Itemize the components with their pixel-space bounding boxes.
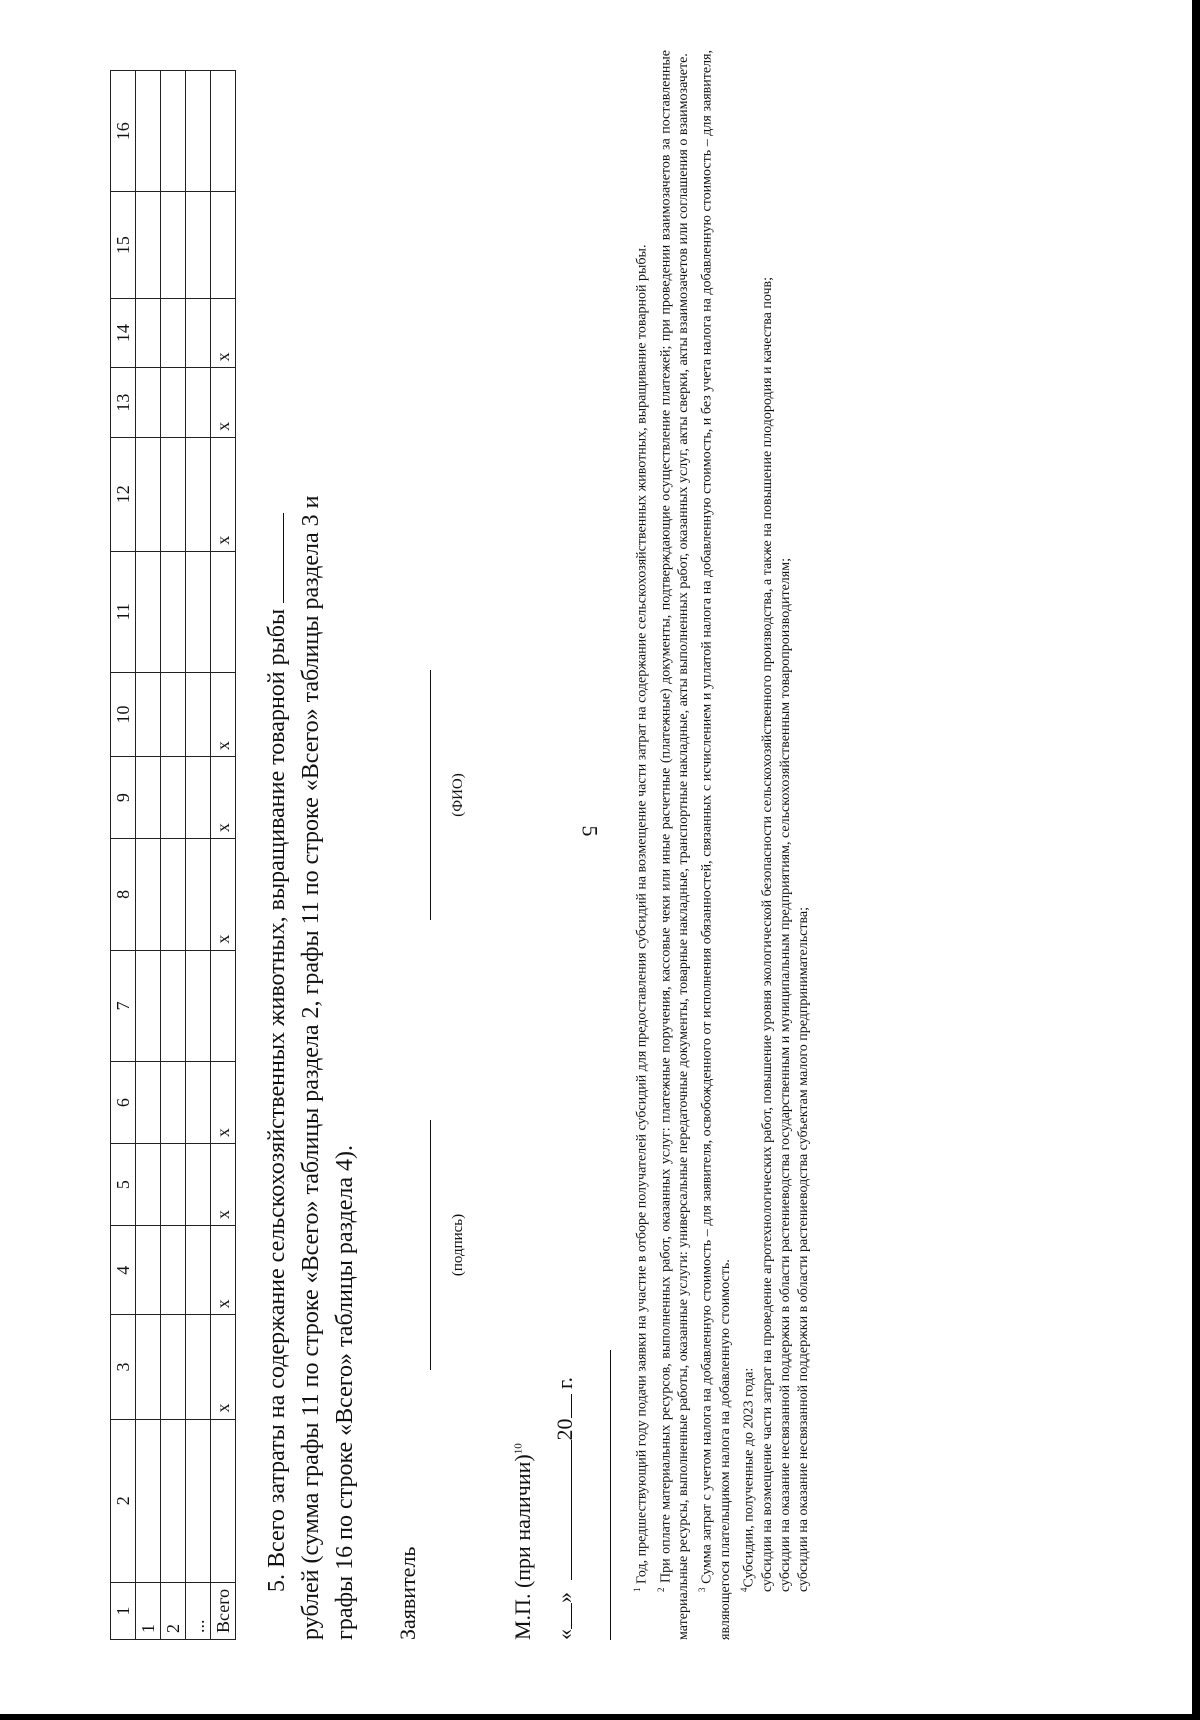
table-cell: 1 — [136, 1582, 161, 1639]
table-cell — [161, 551, 186, 672]
applicant-label: Заявитель — [395, 1546, 420, 1640]
name-line — [430, 670, 431, 920]
table-cell — [161, 1144, 186, 1226]
table-cell — [161, 672, 186, 756]
table-cell — [136, 950, 161, 1062]
table-cell — [161, 71, 186, 192]
table-cell: Всего — [211, 1582, 236, 1639]
table-row — [136, 71, 161, 1640]
table-cell — [211, 1419, 236, 1582]
table-cell — [136, 757, 161, 839]
section-5-line-1: 5. Всего затраты на содержание сельскохозяйственных животных, выращивание товарной рыбы — [264, 608, 290, 1592]
stamp-label: М.П. (при наличии)$^{10}$ — [510, 1443, 535, 1640]
table-cell — [211, 71, 236, 192]
table-cell — [186, 757, 211, 839]
column-number: 9 — [111, 757, 136, 839]
table-cell — [136, 192, 161, 298]
signature-line — [430, 1120, 431, 1370]
column-number: 3 — [111, 1315, 136, 1419]
footnote-4: $^4$Субсидии, полученные до 2023 года: — [738, 1367, 757, 1592]
table-cell — [186, 551, 211, 672]
name-caption: (ФИО) — [450, 773, 466, 817]
footnote-4-item-b: субсидии на оказание несвязанной поддержки в области растениеводства государственным и муниципальным предприятиям, сельскохозяйственным товаропроизводителям; — [777, 558, 793, 1592]
column-number: 16 — [111, 71, 136, 192]
table-cell — [186, 672, 211, 756]
table-cell — [186, 298, 211, 367]
table-cell — [211, 192, 236, 298]
table-cell: х — [211, 437, 236, 551]
column-number: 2 — [111, 1419, 136, 1582]
footnotes — [628, 50, 813, 1640]
column-number: 1 — [111, 1582, 136, 1639]
table-row — [161, 71, 186, 1640]
column-number: 11 — [111, 551, 136, 672]
table-cell — [136, 298, 161, 367]
table-cell — [186, 368, 211, 437]
table-cell — [186, 1315, 211, 1419]
table-cell — [211, 950, 236, 1062]
table-cell — [136, 839, 161, 951]
footnote-separator — [610, 1350, 611, 1640]
expense-table — [110, 70, 236, 1640]
table-cell — [136, 1144, 161, 1226]
column-number: 15 — [111, 192, 136, 298]
table-cell — [161, 437, 186, 551]
table-cell — [136, 368, 161, 437]
column-number: 13 — [111, 368, 136, 437]
footnote-1: $^1$ Год, предшествующий году подачи заявки на участие в отборе получателей субсидий для предоставления субсидий на возмещение части затрат на содержание сельскохозяйственных животных, выращивание товарной рыбы. — [632, 244, 650, 1592]
page-number: 5 — [577, 825, 603, 837]
table-cell: 2 — [161, 1582, 186, 1639]
column-number: 10 — [111, 672, 136, 756]
table-cell — [186, 192, 211, 298]
table-cell — [186, 1062, 211, 1144]
table-cell: х — [211, 1144, 236, 1226]
column-number: 4 — [111, 1226, 136, 1315]
table-cell — [136, 71, 161, 192]
table-cell — [161, 1315, 186, 1419]
table-cell — [161, 1226, 186, 1315]
table-cell — [161, 839, 186, 951]
table-cell — [161, 1419, 186, 1582]
table-cell: х — [211, 1226, 236, 1315]
table-cell — [186, 839, 211, 951]
table-cell: х — [211, 672, 236, 756]
table-cell — [211, 551, 236, 672]
column-number: 14 — [111, 298, 136, 367]
table-cell — [161, 1062, 186, 1144]
table-cell — [186, 1226, 211, 1315]
table-row — [186, 71, 211, 1640]
total-amount-blank — [263, 513, 284, 603]
table-cell — [136, 1419, 161, 1582]
table-cell — [136, 1226, 161, 1315]
column-number: 12 — [111, 437, 136, 551]
footnote-4-item-c: субсидии на оказание несвязанной поддержки в области растениеводства субъектам малого предпринимательства; — [795, 906, 811, 1592]
column-number: 5 — [111, 1144, 136, 1226]
table-cell — [186, 1144, 211, 1226]
table-cell: х — [211, 368, 236, 437]
footnote-4-item-a: субсидии на возмещение части затрат на проведение агротехнологических работ, повышение уровня экологической безопасности сельскохозяйственного производства, а также на повышение плодородия и качества почв; — [759, 276, 775, 1592]
table-cell — [186, 437, 211, 551]
section-5-line-2: рублей (сумма графы 11 по строке «Всего» таблицы раздела 2, графы 11 по строке «Всего» таблицы раздела 3 и — [298, 495, 324, 1640]
table-cell — [136, 1315, 161, 1419]
table-cell — [161, 950, 186, 1062]
table-cell — [186, 71, 211, 192]
table-cell — [161, 192, 186, 298]
section-5-line-3: графы 16 по строке «Всего» таблицы раздела 4). — [332, 1144, 358, 1640]
table-cell — [136, 672, 161, 756]
table-cell: х — [211, 1315, 236, 1419]
table-cell — [136, 437, 161, 551]
table-cell — [186, 950, 211, 1062]
table-cell: х — [211, 1062, 236, 1144]
column-number: 8 — [111, 839, 136, 951]
table-cell: х — [211, 757, 236, 839]
section-5-total — [260, 50, 362, 1640]
signature-caption: (подпись) — [450, 1213, 466, 1277]
date-line: «» 20 г. — [552, 1376, 577, 1640]
table-cell: ... — [186, 1582, 211, 1639]
footnote-2: $^2$ При оплате материальных ресурсов, выполненных работ, оказанных услуг: платежные поручения, кассовые чеки или иные расчетные (платежные) документы, подтверждающие осуществление платежей; при проведении взаимозачетов за поставленные материальные ресурсы, выполненные работы, оказанные услуги: универсальные передаточные документы, товарные накладные, транспортные накладные, акты выполненных работ, оказанных услуг, акты сверки, акты взаимозачетов или соглашения о взаимозачете. — [655, 49, 692, 1640]
table-row — [211, 71, 236, 1640]
table-cell: х — [211, 298, 236, 367]
column-number: 7 — [111, 950, 136, 1062]
table-cell — [136, 1062, 161, 1144]
rotated-page-content — [110, 0, 1200, 1640]
table-cell — [161, 368, 186, 437]
table-cell — [186, 1419, 211, 1582]
table-cell: х — [211, 839, 236, 951]
table-cell — [161, 298, 186, 367]
column-number: 6 — [111, 1062, 136, 1144]
table-cell — [136, 551, 161, 672]
footnote-3: $^3$ Сумма затрат с учетом налога на добавленную стоимость – для заявителя, освобожденного от исполнения обязанностей, связанных с исчислением и уплатой налога на добавленную стоимость, и без учета налога на добавленную стоимость – для заявителя, являющегося плательщиком налога на добавленную стоимость. — [697, 50, 733, 1640]
scan-border-bottom — [0, 1714, 1200, 1720]
table-header-row — [111, 71, 136, 1640]
table-cell — [161, 757, 186, 839]
